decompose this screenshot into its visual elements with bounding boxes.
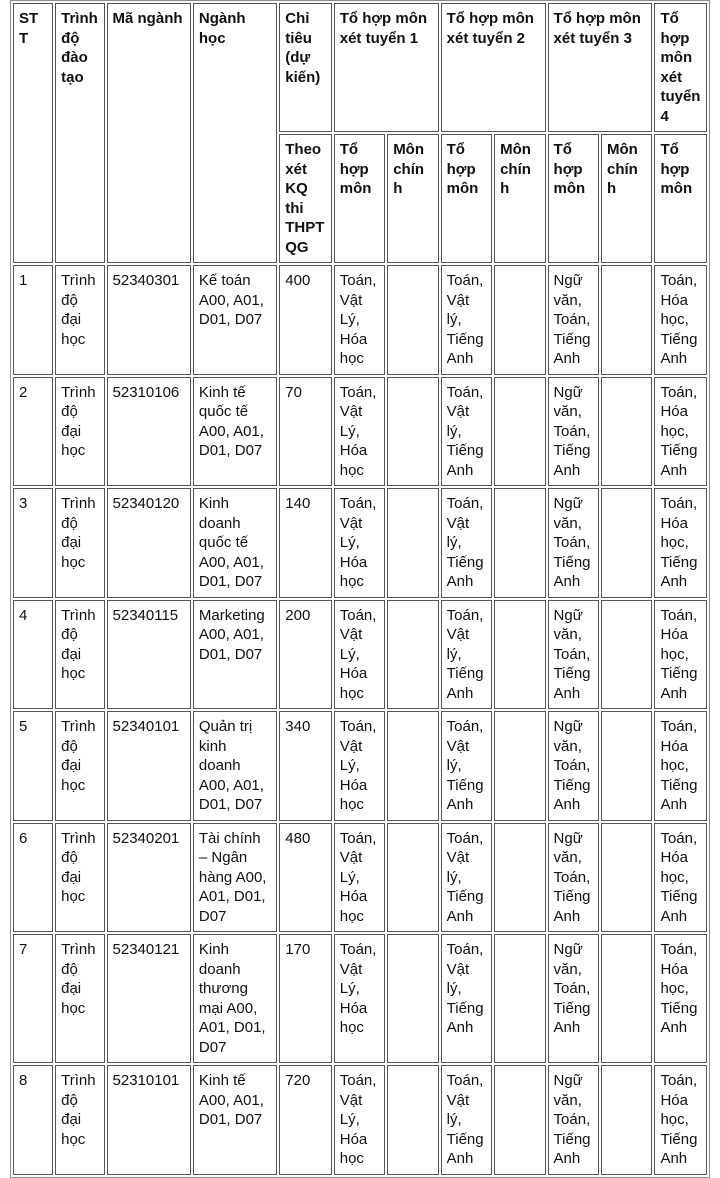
header-stt: STT [13,3,53,263]
cell-to-hop-3: Ngữ văn, Toán, Tiếng Anh [548,823,599,933]
cell-trinh-do: Trình độ đại học [55,377,104,487]
cell-nganh-hoc: Kinh tế quốc tế A00, A01, D01, D07 [193,377,277,487]
cell-ma-nganh: 52340201 [107,823,191,933]
table-row [13,265,707,375]
cell-to-hop-3: Ngữ văn, Toán, Tiếng Anh [548,377,599,487]
cell-to-hop-4: Toán, Hóa học, Tiếng Anh [654,711,707,821]
cell-to-hop-1: Toán, Vật Lý, Hóa học [334,600,385,710]
admissions-table [10,0,710,1178]
cell-chi-tieu: 200 [279,600,331,710]
table-row [13,488,707,598]
table-row [13,1065,707,1175]
cell-mon-chinh-2 [494,600,545,710]
cell-chi-tieu: 70 [279,377,331,487]
cell-trinh-do: Trình độ đại học [55,711,104,821]
header-mon-chinh-2: Môn chính [494,134,545,263]
cell-to-hop-4: Toán, Hóa học, Tiếng Anh [654,377,707,487]
cell-nganh-hoc: Marketing A00, A01, D01, D07 [193,600,277,710]
cell-to-hop-2: Toán, Vật lý, Tiếng Anh [441,711,492,821]
cell-to-hop-1: Toán, Vật Lý, Hóa học [334,823,385,933]
cell-chi-tieu: 170 [279,934,331,1063]
cell-stt: 4 [13,600,53,710]
cell-mon-chinh-3 [601,265,652,375]
cell-ma-nganh: 52340115 [107,600,191,710]
cell-to-hop-3: Ngữ văn, Toán, Tiếng Anh [548,711,599,821]
cell-nganh-hoc: Kinh tế A00, A01, D01, D07 [193,1065,277,1175]
cell-to-hop-2: Toán, Vật lý, Tiếng Anh [441,600,492,710]
cell-mon-chinh-3 [601,488,652,598]
header-mon-chinh-3: Môn chính [601,134,652,263]
cell-mon-chinh-2 [494,265,545,375]
cell-to-hop-1: Toán, Vật Lý, Hóa học [334,488,385,598]
cell-nganh-hoc: Kế toán A00, A01, D01, D07 [193,265,277,375]
header-trinh-do: Trình độ đào tạo [55,3,104,263]
cell-ma-nganh: 52340120 [107,488,191,598]
cell-stt: 5 [13,711,53,821]
header-to-hop-mon-1: Tổ hợp môn [334,134,385,263]
cell-stt: 1 [13,265,53,375]
cell-to-hop-2: Toán, Vật lý, Tiếng Anh [441,377,492,487]
table-row [13,377,707,487]
cell-ma-nganh: 52310106 [107,377,191,487]
cell-chi-tieu: 720 [279,1065,331,1175]
cell-mon-chinh-1 [387,823,438,933]
cell-mon-chinh-1 [387,1065,438,1175]
cell-mon-chinh-3 [601,823,652,933]
cell-mon-chinh-1 [387,377,438,487]
cell-stt: 8 [13,1065,53,1175]
cell-to-hop-1: Toán, Vật Lý, Hóa học [334,1065,385,1175]
cell-nganh-hoc: Kinh doanh thương mại A00, A01, D01, D07 [193,934,277,1063]
cell-trinh-do: Trình độ đại học [55,1065,104,1175]
cell-mon-chinh-3 [601,377,652,487]
cell-to-hop-4: Toán, Hóa học, Tiếng Anh [654,934,707,1063]
cell-to-hop-2: Toán, Vật lý, Tiếng Anh [441,823,492,933]
cell-to-hop-3: Ngữ văn, Toán, Tiếng Anh [548,265,599,375]
header-to-hop-mon-4: Tổ hợp môn [654,134,707,263]
cell-trinh-do: Trình độ đại học [55,934,104,1063]
header-to-hop-3: Tổ hợp môn xét tuyển 3 [548,3,653,132]
cell-to-hop-4: Toán, Hóa học, Tiếng Anh [654,823,707,933]
cell-trinh-do: Trình độ đại học [55,823,104,933]
cell-to-hop-2: Toán, Vật lý, Tiếng Anh [441,1065,492,1175]
cell-mon-chinh-2 [494,711,545,821]
cell-chi-tieu: 480 [279,823,331,933]
cell-mon-chinh-2 [494,377,545,487]
cell-mon-chinh-1 [387,600,438,710]
cell-nganh-hoc: Quản trị kinh doanh A00, A01, D01, D07 [193,711,277,821]
cell-to-hop-3: Ngữ văn, Toán, Tiếng Anh [548,488,599,598]
cell-to-hop-1: Toán, Vật Lý, Hóa học [334,265,385,375]
table-row [13,711,707,821]
cell-mon-chinh-1 [387,488,438,598]
cell-mon-chinh-2 [494,934,545,1063]
cell-mon-chinh-3 [601,1065,652,1175]
header-mon-chinh-1: Môn chính [387,134,438,263]
header-theo-xet: Theo xét KQ thi THPT QG [279,134,331,263]
cell-mon-chinh-1 [387,265,438,375]
cell-chi-tieu: 140 [279,488,331,598]
cell-mon-chinh-2 [494,488,545,598]
cell-trinh-do: Trình độ đại học [55,488,104,598]
header-to-hop-mon-3: Tổ hợp môn [548,134,599,263]
cell-trinh-do: Trình độ đại học [55,600,104,710]
header-nganh-hoc: Ngành học [193,3,277,263]
header-to-hop-1: Tổ hợp môn xét tuyển 1 [334,3,439,132]
cell-to-hop-4: Toán, Hóa học, Tiếng Anh [654,265,707,375]
cell-ma-nganh: 52340301 [107,265,191,375]
cell-mon-chinh-2 [494,1065,545,1175]
cell-mon-chinh-3 [601,711,652,821]
cell-to-hop-1: Toán, Vật Lý, Hóa học [334,377,385,487]
cell-mon-chinh-2 [494,823,545,933]
table-row [13,600,707,710]
cell-chi-tieu: 400 [279,265,331,375]
cell-ma-nganh: 52340121 [107,934,191,1063]
cell-to-hop-4: Toán, Hóa học, Tiếng Anh [654,1065,707,1175]
header-row-top [13,3,707,132]
cell-to-hop-4: Toán, Hóa học, Tiếng Anh [654,488,707,598]
header-chi-tieu: Chỉ tiêu (dự kiến) [279,3,331,132]
header-to-hop-4: Tổ hợp môn xét tuyển 4 [654,3,707,132]
cell-to-hop-1: Toán, Vật Lý, Hóa học [334,711,385,821]
cell-stt: 6 [13,823,53,933]
header-to-hop-2: Tổ hợp môn xét tuyển 2 [441,3,546,132]
cell-to-hop-3: Ngữ văn, Toán, Tiếng Anh [548,600,599,710]
cell-to-hop-2: Toán, Vật lý, Tiếng Anh [441,265,492,375]
table-row [13,823,707,933]
cell-to-hop-3: Ngữ văn, Toán, Tiếng Anh [548,934,599,1063]
cell-stt: 3 [13,488,53,598]
cell-ma-nganh: 52310101 [107,1065,191,1175]
cell-stt: 7 [13,934,53,1063]
cell-mon-chinh-3 [601,934,652,1063]
table-row [13,934,707,1063]
cell-nganh-hoc: Kinh doanh quốc tế A00, A01, D01, D07 [193,488,277,598]
cell-ma-nganh: 52340101 [107,711,191,821]
cell-mon-chinh-3 [601,600,652,710]
header-ma-nganh: Mã ngành [107,3,191,263]
cell-nganh-hoc: Tài chính – Ngân hàng A00, A01, D01, D07 [193,823,277,933]
cell-mon-chinh-1 [387,934,438,1063]
cell-trinh-do: Trình độ đại học [55,265,104,375]
cell-to-hop-3: Ngữ văn, Toán, Tiếng Anh [548,1065,599,1175]
cell-to-hop-2: Toán, Vật lý, Tiếng Anh [441,488,492,598]
cell-stt: 2 [13,377,53,487]
cell-to-hop-4: Toán, Hóa học, Tiếng Anh [654,600,707,710]
cell-to-hop-2: Toán, Vật lý, Tiếng Anh [441,934,492,1063]
cell-to-hop-1: Toán, Vật Lý, Hóa học [334,934,385,1063]
header-to-hop-mon-2: Tổ hợp môn [441,134,492,263]
cell-mon-chinh-1 [387,711,438,821]
cell-chi-tieu: 340 [279,711,331,821]
